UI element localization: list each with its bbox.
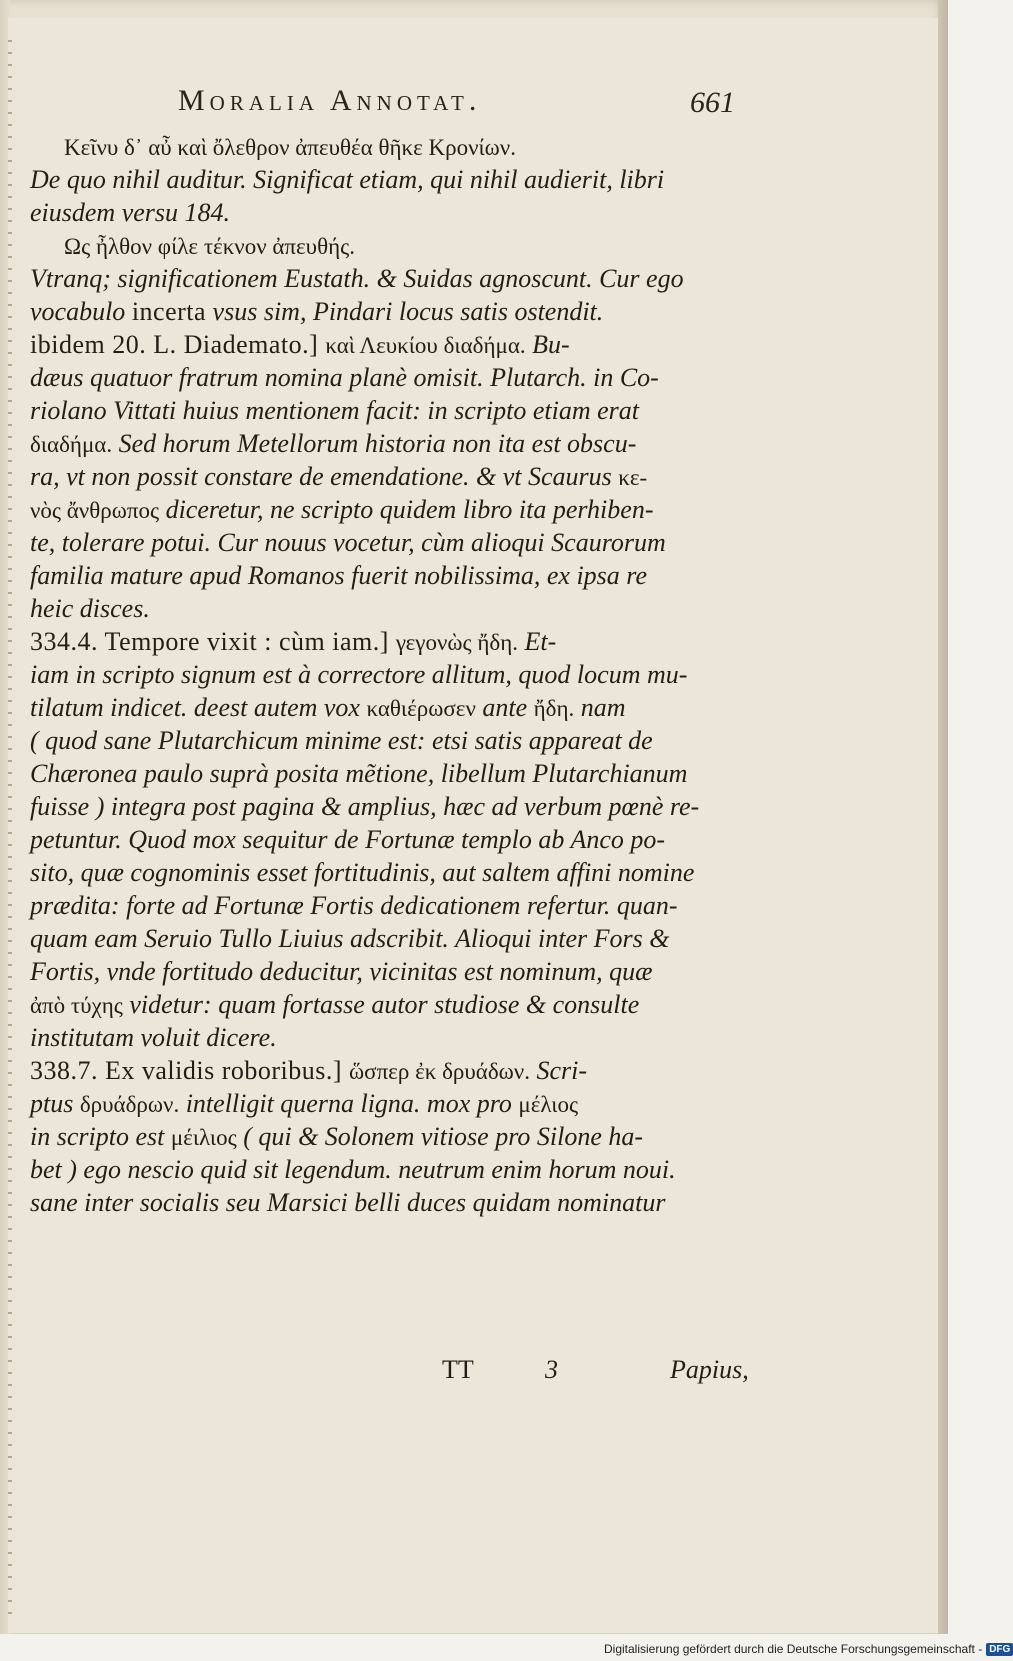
funding-note <box>604 1640 1013 1658</box>
greek-text: κε- <box>618 465 648 490</box>
greek-text: γεγονὼς ἤδη. <box>395 630 519 655</box>
page-edge-shadow <box>938 0 948 1634</box>
lemma-text: ibidem 20. L. Diademato.] <box>30 330 326 359</box>
italic-text: petuntur. Quod mox sequitur de Fortunæ templo ab Anco po- <box>30 825 666 854</box>
italic-text: bet ) ego nescio quid sit legendum. neutrum enim horum noui. <box>30 1155 676 1184</box>
text-line <box>30 361 740 394</box>
signature-number: 3 <box>545 1355 558 1384</box>
italic-text: vocabulo <box>30 297 132 326</box>
text-line <box>30 526 740 559</box>
running-title: Moralia Annotat. <box>178 84 482 117</box>
text-line <box>30 1153 740 1186</box>
signature-mark: TT <box>442 1355 474 1384</box>
italic-text: te, tolerare potui. Cur nouus vocetur, cùm alioqui Scaurorum <box>30 528 666 557</box>
italic-text: Bu- <box>525 330 570 359</box>
text-line <box>30 1054 740 1087</box>
italic-text: Scri- <box>529 1056 587 1085</box>
funding-note-text: Digitalisierung gefördert durch die Deutsche Forschungsgemeinschaft - <box>604 1642 983 1656</box>
text-line <box>30 1021 740 1054</box>
greek-text: καθιέρωσεν <box>366 696 476 721</box>
italic-text: diceretur, ne scripto quidem libro ita perhiben- <box>159 495 654 524</box>
greek-text: ἤδη. <box>533 696 575 721</box>
greek-text: ὥσπερ ἐκ δρυάδων. <box>349 1059 530 1084</box>
text-line <box>30 1120 740 1153</box>
greek-text: Κεῖνυ δ᾽ αὖ καὶ ὄλεθρον ἀπευθέα θῆκε Κρονίων. <box>64 135 516 160</box>
text-line <box>30 493 740 526</box>
text-line <box>30 988 740 1021</box>
page-number: 661 <box>690 86 735 119</box>
text-line <box>30 922 740 955</box>
lemma-text: 334.4. Tempore vixit : cùm iam.] <box>30 627 396 656</box>
greek-text: καὶ Λευκίου διαδήμα. <box>325 333 526 358</box>
italic-text: iam in scripto signum est à correctore allitum, quod locum mu- <box>30 660 688 689</box>
greek-text: διαδήμα. <box>30 432 113 457</box>
text-line <box>30 295 740 328</box>
italic-text: Fortis, vnde fortitudo deducitur, vicinitas est nominum, quæ <box>30 957 653 986</box>
italic-text: ra, vt non possit constare de emendatione. & vt Scaurus <box>30 462 619 491</box>
italic-text: in scripto est <box>30 1122 171 1151</box>
text-line <box>30 625 740 658</box>
text-line <box>30 559 740 592</box>
text-line <box>30 955 740 988</box>
greek-text: μέιλιος <box>170 1125 237 1150</box>
italic-text: ptus <box>30 1089 80 1118</box>
greek-text: δρυάδρων. <box>79 1092 180 1117</box>
greek-text: μέλιος <box>518 1092 579 1117</box>
text-line <box>30 592 740 625</box>
greek-text: Ως ἦλθον φίλε τέκνον ἀπευθής. <box>64 234 355 259</box>
text-line <box>30 757 740 790</box>
italic-text: Et- <box>518 627 557 656</box>
text-line <box>30 394 740 427</box>
catchword: Papius, <box>670 1355 749 1384</box>
text-line <box>30 1186 740 1219</box>
italic-text: vsus sim, Pindari locus satis ostendit. <box>206 297 604 326</box>
text-line <box>30 658 740 691</box>
italic-text: familia mature apud Romanos fuerit nobilissima, ex ipsa re <box>30 561 647 590</box>
text-line <box>30 856 740 889</box>
italic-text: heic disces. <box>30 594 150 623</box>
greek-text: ἀπὸ τύχης <box>30 993 123 1018</box>
text-line <box>30 427 740 460</box>
italic-text: Chæronea paulo suprà posita mẽtione, libellum Plutarchianum <box>30 759 688 788</box>
italic-text: videtur: quam fortasse autor studiose & consulte <box>122 990 640 1019</box>
italic-text: dæus quatuor fratrum nomina planè omisit. Plutarch. in Co- <box>30 363 659 392</box>
lemma-text: 338.7. Ex validis roboribus.] <box>30 1056 350 1085</box>
italic-text: ( qui & Solonem vitiose pro Silone ha- <box>236 1122 644 1151</box>
italic-text: prædita: forte ad Fortunæ Fortis dedicationem refertur. quan- <box>30 891 678 920</box>
text-line <box>30 724 740 757</box>
text-line <box>30 460 740 493</box>
dfg-logo: DFG <box>986 1643 1013 1656</box>
page-footer <box>30 1355 749 1391</box>
italic-text: fuisse ) integra post pagina & amplius, hæc ad verbum pœnè re- <box>30 792 700 821</box>
text-line <box>30 163 740 196</box>
italic-text: sito, quæ cognominis esset fortitudinis, aut saltem affini nomine <box>30 858 695 887</box>
text-line <box>30 691 740 724</box>
greek-text: νὸς ἄνθρωπος <box>30 498 160 523</box>
lemma-text: incerta <box>131 297 207 326</box>
italic-text: quam eam Seruio Tullo Liuius adscribit. Alioqui inter Fors & <box>30 924 670 953</box>
italic-text: tilatum indicet. deest autem vox <box>30 693 367 722</box>
italic-text: Vtranq; significationem Eustath. & Suidas agnoscunt. Cur ego <box>30 264 684 293</box>
text-line <box>30 262 740 295</box>
italic-text: De quo nihil auditur. Significat etiam, qui nihil audierit, libri <box>30 165 665 194</box>
binding-dots <box>8 40 12 1620</box>
italic-text: sane inter socialis seu Marsici belli duces quidam nominatur <box>30 1188 666 1217</box>
text-line <box>30 790 740 823</box>
text-line <box>30 889 740 922</box>
text-line <box>30 229 740 262</box>
italic-text: institutam voluit dicere. <box>30 1023 277 1052</box>
italic-text: riolano Vittati huius mentionem facit: in scripto etiam erat <box>30 396 640 425</box>
italic-text: nam <box>574 693 626 722</box>
text-line <box>30 328 740 361</box>
italic-text: Sed horum Metellorum historia non ita est obscu- <box>112 429 637 458</box>
italic-text: ( quod sane Plutarchicum minime est: etsi satis appareat de <box>30 726 653 755</box>
italic-text: eiusdem versu 184. <box>30 198 231 227</box>
text-line <box>30 1087 740 1120</box>
text-line <box>30 823 740 856</box>
text-line <box>30 196 740 229</box>
annotation-text <box>30 130 740 1219</box>
italic-text: intelligit querna ligna. mox pro <box>179 1089 519 1118</box>
italic-text: ante <box>475 693 534 722</box>
text-line <box>30 130 740 163</box>
